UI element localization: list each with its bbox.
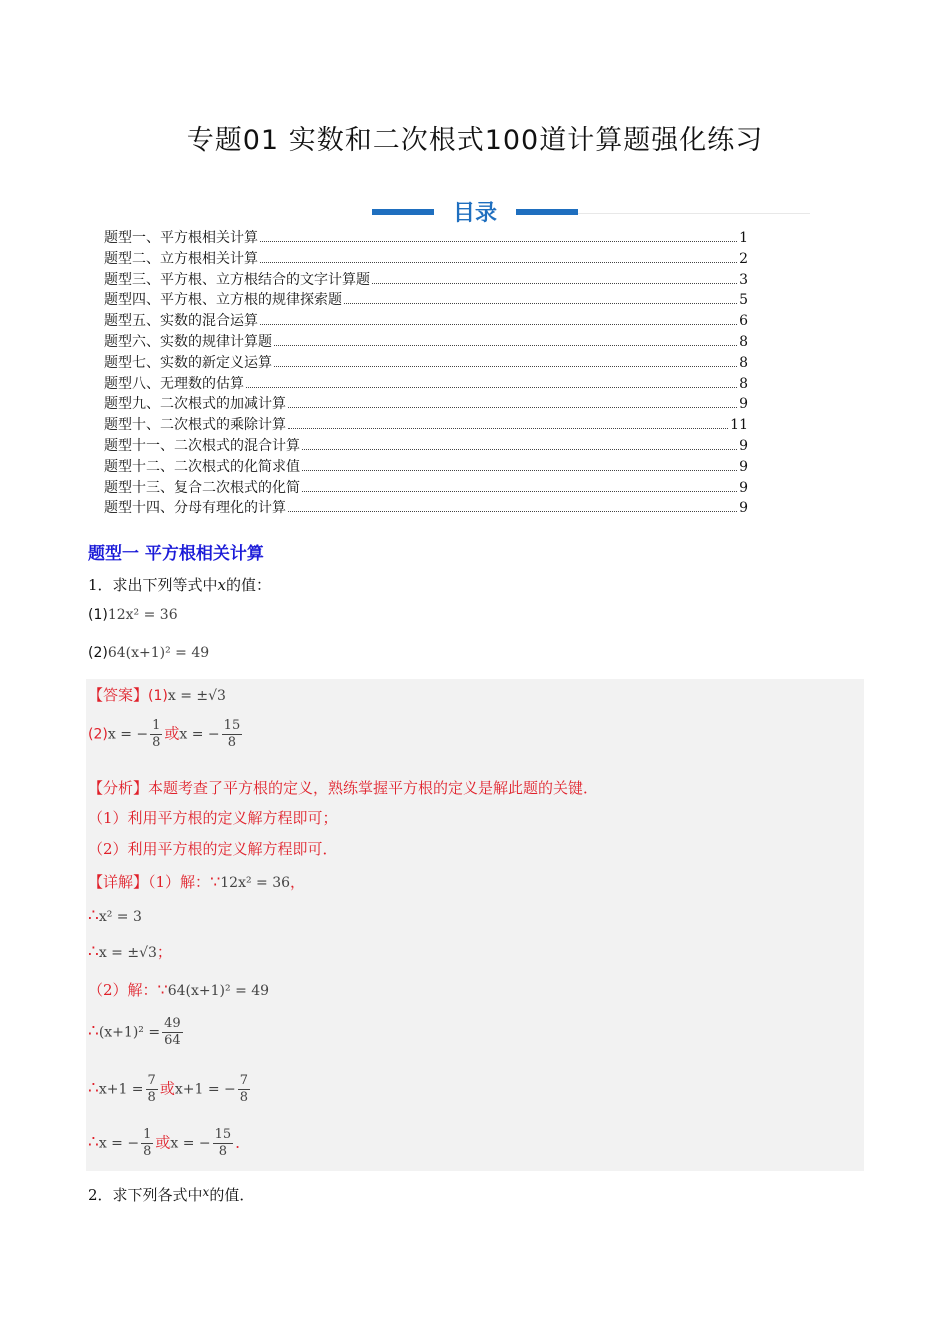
detail-line-4 [88,979,269,1000]
detail-tag: 【详解】 [88,873,149,891]
detail-math: x+1 = − [174,1081,236,1098]
toc-leader-dots [372,283,737,284]
analysis-tag: 【分析】 [88,779,149,797]
toc-entry-label: 题型七、实数的新定义运算 [104,354,272,371]
toc-entry[interactable] [104,457,748,478]
toc-entry[interactable] [104,436,748,457]
toc-leader-dots [260,324,737,325]
toc-entry-label: 题型十三、复合二次根式的化简 [104,479,300,496]
toc-heading-bar-right [516,209,578,215]
toc-leader-dots [288,511,737,512]
fraction-denominator: 8 [143,1144,152,1159]
detail-text: （2）解： [88,981,158,999]
question-2-stem [88,1184,254,1205]
toc-entry-page: 11 [730,417,748,434]
fraction-numerator: 15 [223,718,241,733]
fraction [150,718,162,751]
toc-leader-dots [274,366,737,367]
toc-leader-dots [260,262,737,263]
analysis-text: 本题考查了平方根的定义，熟练掌握平方根的定义是解此题的关键． [148,779,599,797]
part-label: (2) [88,645,108,661]
fraction-numerator: 7 [147,1073,156,1088]
toc-leader-dots [344,303,737,304]
toc-entry-page: 1 [739,230,748,246]
or-word: 或 [155,1133,171,1152]
because-symbol: ∵ [157,980,168,999]
fraction-denominator: 8 [239,1090,249,1105]
fraction-denominator: 8 [218,1144,228,1159]
toc-entry-label: 题型十二、二次根式的化简求值 [104,458,300,475]
toc-heading-label: 目录 [452,201,497,226]
therefore-symbol: ∴ [88,1021,99,1042]
fraction-numerator: 49 [164,1016,181,1031]
toc-entry-page: 9 [739,437,748,454]
fraction-numerator: 15 [214,1127,232,1142]
punctuation: ． [235,1133,251,1152]
toc-entry[interactable] [104,290,748,311]
toc-entry-page: 9 [739,479,748,496]
detail-math: (x+1)² = [98,1024,161,1041]
fraction-denominator: 64 [164,1033,181,1048]
toc-entry[interactable] [104,249,748,270]
toc-leader-dots [302,449,737,450]
toc-entry-page: 5 [739,292,748,309]
answer-part-label: (1) [148,688,168,704]
fraction [141,1127,153,1160]
toc-entry[interactable] [104,353,748,374]
detail-line-3 [88,941,172,962]
toc-divider [578,213,810,214]
fraction-numerator: 1 [152,718,161,733]
therefore-symbol: ∴ [88,942,99,962]
toc-entry-label: 题型九、二次根式的加减计算 [104,396,286,413]
fraction [222,718,243,751]
document-title: 专题01 实数和二次根式100道计算题强化练习 [186,125,764,156]
part-math: 64(x+1)² = 49 [107,645,210,661]
toc-entry-label: 题型十一、二次根式的混合计算 [104,437,300,454]
question-1-stem [88,574,271,595]
toc-entry[interactable] [104,311,748,332]
toc-entry-label: 题型一、平方根相关计算 [104,230,258,246]
fraction-numerator: 1 [143,1127,152,1142]
detail-text: （1）解： [148,873,211,891]
detail-math: x² = 3 [98,909,142,925]
answer-math: x = − [107,726,149,743]
detail-math: x+1 = [98,1081,144,1098]
detail-math: x = − [98,1135,140,1152]
therefore-symbol: ∴ [88,906,99,926]
toc-entry-page: 3 [739,271,748,288]
detail-math: x = ±√3 [98,945,157,961]
detail-line-2 [88,906,142,926]
toc-entry[interactable] [104,394,748,415]
toc-entry[interactable] [104,228,748,249]
fraction-denominator: 8 [152,735,161,750]
toc-leader-dots [302,491,737,492]
toc-entry-label: 题型十、二次根式的乘除计算 [104,417,286,434]
toc-entry-page: 6 [739,313,748,330]
toc-leader-dots [260,241,737,242]
toc-entry-page: 9 [739,500,748,517]
toc-entry[interactable] [104,478,748,499]
toc-entry-label: 题型八、无理数的估算 [104,375,244,392]
therefore-symbol: ∴ [88,1132,99,1153]
analysis-line-2: （2）利用平方根的定义解方程即可． [88,840,338,858]
question-1-part-1 [88,607,178,623]
answer-line-1 [88,684,226,705]
fraction-denominator: 8 [227,735,237,750]
toc-entry-label: 题型三、平方根、立方根结合的文字计算题 [104,271,370,288]
detail-line-5 [88,1016,185,1049]
toc-entry-page: 2 [739,250,748,267]
or-word: 或 [159,1079,175,1098]
toc-leader-dots [302,470,737,471]
answer-math: x = − [179,726,220,743]
answer-part-label: (2) [88,726,108,743]
table-of-contents [104,228,748,519]
toc-entry-label: 题型五、实数的混合运算 [104,313,258,330]
detail-line-1 [88,871,305,892]
question-1-part-2 [88,645,209,661]
answer-tag: 【答案】 [88,686,149,704]
toc-entry-label: 题型六、实数的规律计算题 [104,333,272,350]
toc-entry-page: 9 [739,396,748,413]
punctuation: ， [290,873,306,891]
therefore-symbol: ∴ [88,1078,99,1099]
question-1-var: x [217,576,227,594]
detail-math: x = − [170,1135,211,1152]
part-math: 12x² = 36 [107,607,178,623]
detail-line-7 [88,1127,250,1160]
part-label: (1) [88,607,108,623]
toc-entry-page: 8 [739,333,748,350]
fraction [162,1016,183,1049]
detail-math: 64(x+1)² = 49 [167,983,270,999]
punctuation: ； [156,943,172,961]
toc-leader-dots [288,428,728,429]
toc-leader-dots [288,407,737,408]
toc-heading [372,196,578,228]
toc-entry[interactable] [104,270,748,291]
fraction-denominator: 8 [147,1090,156,1105]
toc-entry-page: 9 [739,458,748,475]
question-1-text: 1．求出下列等式中 [88,576,218,594]
analysis-line-1: （1）利用平方根的定义解方程即可； [88,809,338,827]
fraction [238,1073,250,1106]
section-title: 题型一 平方根相关计算 [88,544,264,564]
toc-leader-dots [246,387,737,388]
toc-entry[interactable] [104,498,748,519]
question-2-end: 的值． [209,1186,255,1204]
toc-entry[interactable] [104,415,748,436]
or-word: 或 [164,724,180,743]
toc-entry-page: 8 [739,354,748,371]
detail-line-6 [88,1073,252,1106]
fraction [213,1127,234,1160]
fraction [146,1073,158,1106]
answer-math: x = ±√3 [167,688,226,704]
because-symbol: ∵ [210,872,221,891]
toc-entry-label: 题型四、平方根、立方根的规律探索题 [104,292,342,309]
detail-math: 12x² = 36 [220,875,291,891]
toc-entry-label: 题型二、立方根相关计算 [104,250,258,267]
question-2-text: 2．求下列各式中 [88,1186,203,1204]
toc-entry-page: 8 [739,375,748,392]
question-1-end: 的值： [226,576,272,594]
toc-entry[interactable] [104,332,748,353]
analysis-line [88,777,598,798]
toc-leader-dots [274,345,737,346]
toc-entry-label: 题型十四、分母有理化的计算 [104,500,286,517]
toc-entry[interactable] [104,374,748,395]
answer-line-2 [88,718,244,751]
question-2-var: x [202,1185,210,1199]
fraction-numerator: 7 [239,1073,249,1088]
